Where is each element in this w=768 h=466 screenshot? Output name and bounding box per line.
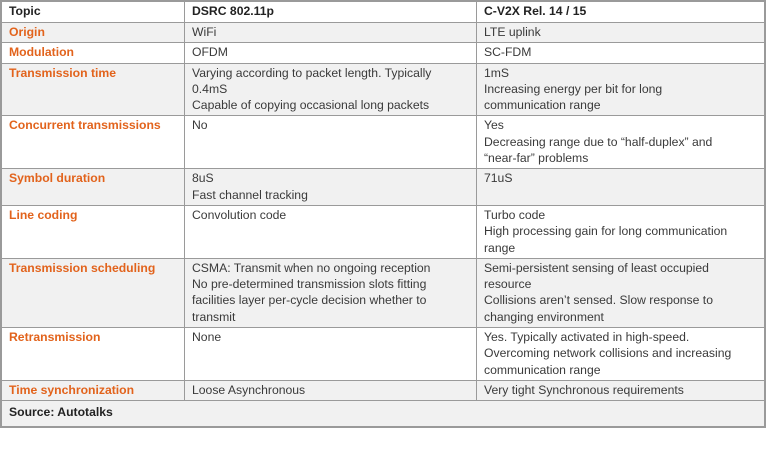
cv2x-line: communication range [484, 362, 601, 377]
table-row [2, 380, 765, 400]
row-dsrc-cell [185, 169, 477, 206]
row-topic: Line coding [2, 205, 185, 258]
row-topic: Modulation [2, 43, 185, 63]
table-row [2, 43, 765, 63]
cv2x-line: 71uS [484, 171, 513, 186]
cv2x-line: 1mS [484, 65, 510, 80]
dsrc-line: No [192, 118, 208, 133]
cv2x-line: changing environment [484, 309, 604, 324]
table-row [2, 23, 765, 43]
row-topic: Symbol duration [2, 169, 185, 206]
source-row [2, 401, 765, 426]
cv2x-line: communication range [484, 98, 601, 113]
cv2x-line: Yes. Typically activated in high-speed. [484, 330, 690, 345]
dsrc-line: None [192, 330, 222, 345]
dsrc-line: Convolution code [192, 207, 287, 222]
row-dsrc-cell [185, 116, 477, 169]
dsrc-line: WiFi [192, 25, 217, 39]
cv2x-line: Overcoming network collisions and increasing [484, 346, 732, 361]
header-topic: Topic [2, 2, 185, 23]
header-row [2, 2, 765, 23]
table-row [2, 328, 765, 381]
dsrc-line: Loose Asynchronous [192, 382, 306, 397]
dsrc-line: Varying according to packet length. Typically [192, 65, 432, 80]
dsrc-line: No pre-determined transmission slots fitting [192, 277, 427, 292]
row-dsrc-cell [185, 23, 477, 43]
dsrc-line: 8uS [192, 171, 214, 186]
row-cv2x-cell [477, 205, 765, 258]
dsrc-line: transmit [192, 309, 236, 324]
table-body [2, 23, 765, 401]
row-topic: Transmission time [2, 63, 185, 116]
dsrc-line: Capable of copying occasional long packets [192, 98, 430, 113]
row-dsrc-cell [185, 205, 477, 258]
dsrc-line: 0.4mS [192, 81, 228, 96]
cv2x-line: Yes [484, 118, 504, 133]
cv2x-line: “near-far” problems [484, 151, 589, 166]
cv2x-line: Increasing energy per bit for long [484, 81, 663, 96]
cv2x-line: Decreasing range due to “half-duplex” and [484, 134, 713, 149]
header-dsrc: DSRC 802.11p [185, 2, 477, 23]
cv2x-line: resource [484, 277, 532, 292]
table-row [2, 169, 765, 206]
cv2x-line: range [484, 240, 516, 255]
cv2x-line: LTE uplink [484, 25, 541, 39]
dsrc-line: Fast channel tracking [192, 187, 308, 202]
row-topic: Retransmission [2, 328, 185, 381]
cv2x-line: Turbo code [484, 207, 546, 222]
row-cv2x-cell [477, 116, 765, 169]
header-cv2x: C-V2X Rel. 14 / 15 [477, 2, 765, 23]
row-topic: Time synchronization [2, 380, 185, 400]
row-dsrc-cell [185, 380, 477, 400]
row-cv2x-cell [477, 380, 765, 400]
row-topic: Origin [2, 23, 185, 43]
dsrc-line: facilities layer per-cycle decision whether to [192, 293, 427, 308]
row-dsrc-cell [185, 328, 477, 381]
cv2x-line: SC-FDM [484, 45, 532, 60]
row-cv2x-cell [477, 23, 765, 43]
row-cv2x-cell [477, 63, 765, 116]
row-dsrc-cell [185, 258, 477, 327]
cv2x-line: High processing gain for long communication [484, 224, 728, 239]
row-topic: Concurrent transmissions [2, 116, 185, 169]
source-note: Source: Autotalks [2, 401, 765, 426]
row-dsrc-cell [185, 63, 477, 116]
row-cv2x-cell [477, 43, 765, 63]
dsrc-line: OFDM [192, 45, 228, 60]
table-row [2, 63, 765, 116]
table-row [2, 205, 765, 258]
row-dsrc-cell [185, 43, 477, 63]
cv2x-line: Very tight Synchronous requirements [484, 382, 684, 397]
row-topic: Transmission scheduling [2, 258, 185, 327]
comparison-table [1, 1, 765, 427]
table-row [2, 116, 765, 169]
dsrc-line: CSMA: Transmit when no ongoing reception [192, 260, 431, 275]
cv2x-line: Semi-persistent sensing of least occupied [484, 260, 709, 275]
table-row [2, 258, 765, 327]
row-cv2x-cell [477, 169, 765, 206]
row-cv2x-cell [477, 258, 765, 327]
cv2x-line: Collisions aren’t sensed. Slow response to [484, 293, 713, 308]
row-cv2x-cell [477, 328, 765, 381]
